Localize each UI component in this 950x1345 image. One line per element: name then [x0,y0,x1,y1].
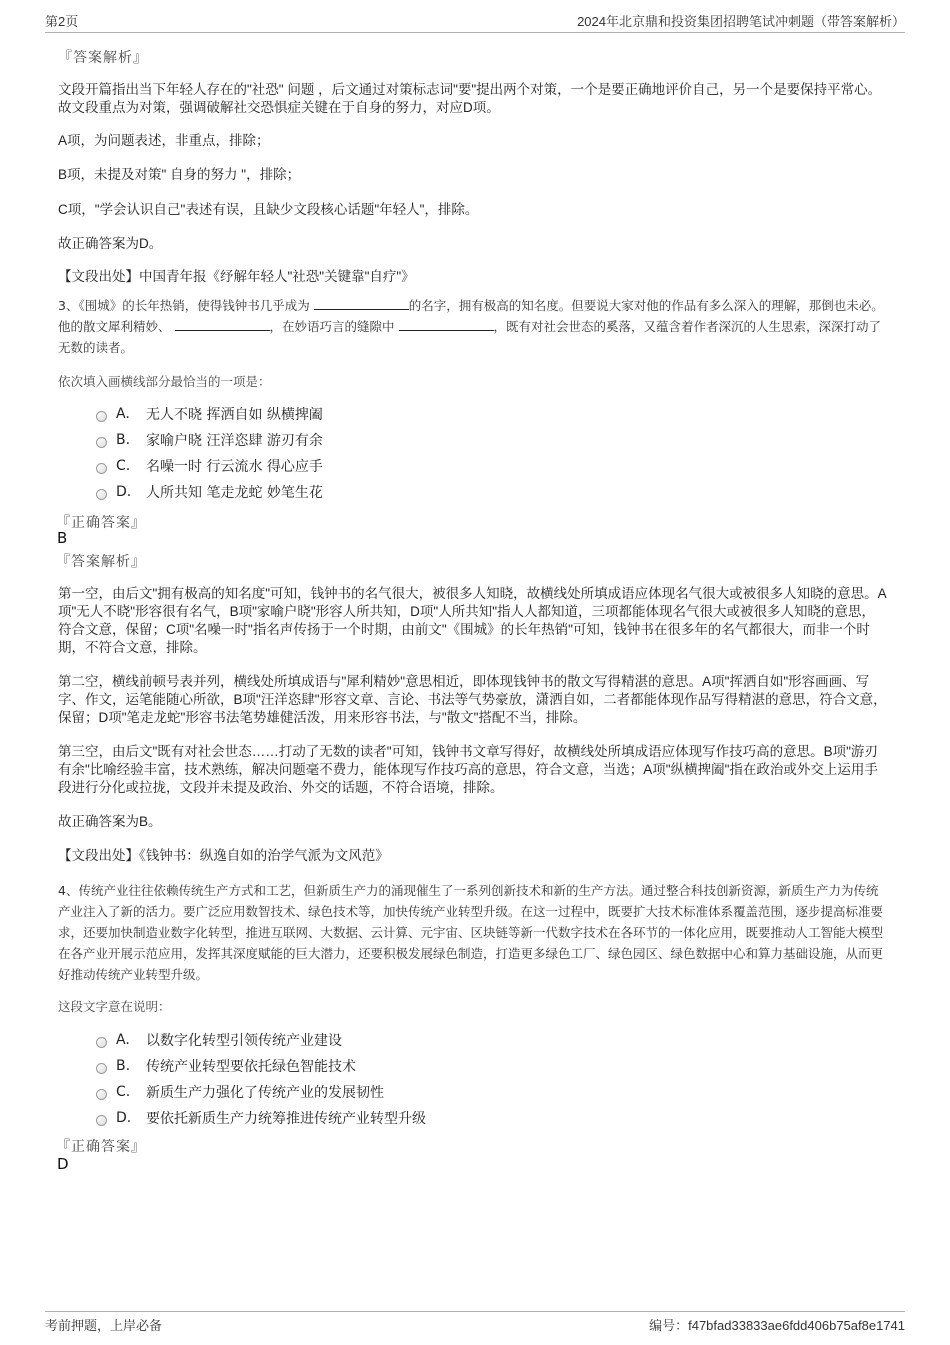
correct-answer-label: 『正确答案』 [56,1139,146,1155]
page-header [45,12,905,33]
option-a[interactable]: A. 无人不晓 挥洒自如 纵横捭阖 [96,401,323,427]
radio-icon[interactable] [96,1063,107,1074]
question-4-stem: 4、传统产业往往依赖传统生产方式和工艺，但新质生产力的涌现催生了一系列创新技术和新的生产方法。通过整合科技创新资源，新质生产力为传统产业注入了新的活力。要广泛应用数智技术、绿色技术等，加快传统产业转型升级。在这一过程中，既要扩大技术标准体系覆盖范围，逐步提高标准要求，还要加快制造业数字化转型，推进互联网、大数据、云计算、元宇宙、区块链等新一代数字技术在各环节的一体化应用，既要推动人工智能大模型在各产业开展示范应用，发挥其深度赋能的巨大潜力，还要积极发展绿色制造，打造更多绿色工厂、绿色园区、绿色数据中心和算力基础设施，从而更好推动传统产业转型升级。 [58,883,884,982]
source-citation: 【文段出处】中国青年报《纾解年轻人"社恐"关键靠"自疗"》 [58,269,415,284]
radio-icon[interactable] [96,437,107,448]
analysis-paragraph: A项，为问题表述，非重点，排除； [58,133,270,148]
source-citation: 【文段出处】《钱钟书：纵逸自如的治学气派为文风范》 [58,848,389,863]
radio-icon[interactable] [96,489,107,500]
radio-icon[interactable] [96,1089,107,1100]
correct-answer: D [57,1155,69,1173]
option-c[interactable]: C. 新质生产力强化了传统产业的发展韧性 [96,1079,426,1105]
analysis-conclusion: 故正确答案为B。 [58,814,162,829]
radio-icon[interactable] [96,411,107,422]
fill-blank-1 [314,297,409,310]
radio-icon[interactable] [96,1115,107,1126]
question-prompt: 依次填入画横线部分最恰当的一项是： [58,374,271,389]
analysis-paragraph: C项，"学会认识自己"表述有误，且缺少文段核心话题"年轻人"，排除。 [58,202,479,217]
question-3-stem: 3、《围城》的长年热销，使得钱钟书几乎成为 的名字，拥有极高的知名度。但要说大家对他的作品有多么深入的理解，那倒也未必。他的散文犀利精妙、 ，在妙语巧言的缝隙中 ，既有对社会世态的奚落，又蕴含着作者深沉的人生思索，深深打动了无数的读者。 [58,298,884,355]
analysis-paragraph: B项，未提及对策" 自身的努力 "，排除； [58,167,301,182]
question-3-options [96,401,323,505]
correct-answer-label: 『正确答案』 [56,515,146,531]
option-c[interactable]: C. 名噪一时 行云流水 得心应手 [96,453,323,479]
analysis-label: 『答案解析』 [58,50,148,66]
question-number: 3、 [58,298,79,313]
document-serial: 编号：f47bfad33833ae6fdd406b75af8e1741 [649,1318,905,1333]
question-prompt: 这段文字意在说明： [58,999,171,1014]
radio-icon[interactable] [96,463,107,474]
analysis-paragraph: 第三空，由后文"既有对社会世态……打动了无数的读者"可知，钱钟书文章写得好，故横线处所填成语应体现写作技巧高的意思。B项"游刃有余"比喻经验丰富，技术熟练，解决问题毫不费力，能体现写作技巧高的意思，符合文意，当选；A项"纵横捭阖"指在政治或外交上运用手段进行分化或拉拢，文段并未提及政治、外交的话题，不符合语境，排除。 [58,744,878,795]
analysis-conclusion: 故正确答案为D。 [58,236,163,251]
analysis-label: 『答案解析』 [56,554,146,570]
option-d[interactable]: D. 人所共知 笔走龙蛇 妙笔生花 [96,479,323,505]
question-number: 4、 [58,883,79,898]
question-4-options [96,1027,426,1131]
document-title: 2024年北京鼎和投资集团招聘笔试冲刺题（带答案解析） [577,14,905,29]
analysis-paragraph: 第一空，由后文"拥有极高的知名度"可知，钱钟书的名气很大，被很多人知晓，故横线处所填成语应体现名气很大或被很多人知晓的意思。A项"无人不晓"形容很有名气，B项"家喻户晓"形容人所共知，D项"人所共知"指人人都知道，三项都能体现名气很大或被很多人知晓的意思，符合文意，保留；C项"名噪一时"指名声传扬于一个时期，由前文"《围城》的长年热销"可知，钱钟书在很多年的名气都很大，而非一个时期，不符合文意，排除。 [58,586,887,655]
analysis-paragraph: 文段开篇指出当下年轻人存在的"社恐" 问题 ，后文通过对策标志词"要"提出两个对策，一个是要正确地评价自己，另一个是要保持平常心。故文段重点为对策，强调破解社交恐惧症关键在于自身的努力，对应D项。 [58,82,882,115]
option-a[interactable]: A. 以数字化转型引领传统产业建设 [96,1027,426,1053]
fill-blank-2 [175,318,270,331]
fill-blank-3 [399,318,494,331]
page-footer [45,1311,905,1332]
radio-icon[interactable] [96,1037,107,1048]
correct-answer: B [57,529,68,547]
option-b[interactable]: B. 家喻户晓 汪洋恣肆 游刃有余 [96,427,323,453]
analysis-paragraph: 第二空，横线前顿号表并列，横线处所填成语与"犀利精妙"意思相近，即体现钱钟书的散文写得精湛的意思。A项"挥洒自如"形容画画、写字、作文，运笔能随心所欲，B项"汪洋恣肆"形容文章、言论、书法等气势豪放，潇洒自如，二者都能体现作品写得精湛的意思，符合文意，保留；D项"笔走龙蛇"形容书法笔势雄健活泼，用来形容书法，与"散文"搭配不当，排除。 [58,674,887,725]
option-b[interactable]: B. 传统产业转型要依托绿色智能技术 [96,1053,426,1079]
page-number: 第2页 [45,14,79,29]
footer-slogan: 考前押题，上岸必备 [45,1318,163,1333]
option-d[interactable]: D. 要依托新质生产力统筹推进传统产业转型升级 [96,1105,426,1131]
